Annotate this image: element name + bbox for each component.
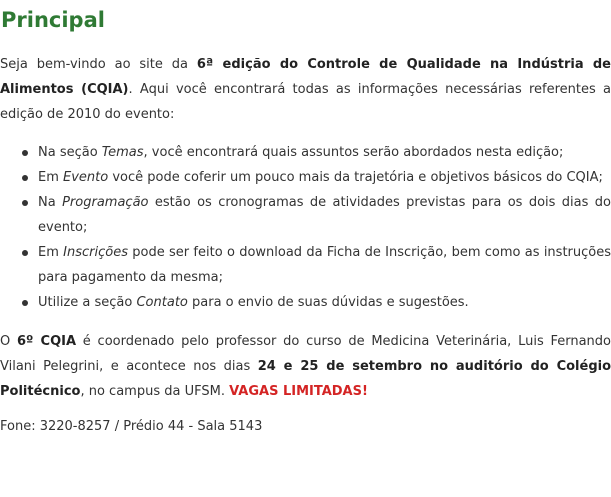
section-name-temas: Temas [101, 145, 144, 160]
list-item: Em Evento você pode coferir um pouco mais da trajetória e objetivos básicos do CQIA; [38, 165, 611, 190]
list-item: Na Programação estão os cronogramas de atividades previstas para os dois dias do evento; [38, 190, 611, 240]
list-item: Em Inscrições pode ser feito o download da Ficha de Inscrição, bem como as instruções para pagamento da mesma; [38, 240, 611, 290]
event-date-location: 24 e 25 de setembro no auditório do Colégio Politécnico [0, 359, 611, 399]
event-name: 6ª edição do Controle de Qualidade na Indústria de Alimentos (CQIA) [0, 57, 611, 97]
intro-paragraph: Seja bem-vindo ao site da 6ª edição do Controle de Qualidade na Indústria de Alimentos (CQIA). Aqui você encontrará todas as informações necessárias referentes a edição de 2010 do evento: [0, 57, 611, 122]
about-paragraph: O 6º CQIA é coordenado pelo professor do curso de Medicina Veterinária, Luis Fernando Vilani Pelegrini, e acontece nos dias 24 e 25 de setembro no auditório do Colégio Politécnico, no campus da UFSM. VAGAS LIMITADAS! [0, 334, 611, 399]
section-name-programacao: Programação [62, 195, 149, 210]
section-name-inscricoes: Inscrições [63, 245, 128, 260]
event-short-name: 6º CQIA [17, 334, 77, 349]
section-name-contato: Contato [136, 295, 188, 310]
contact-phone: Fone: 3220-8257 / Prédio 44 - Sala 5143 [0, 419, 263, 434]
section-name-evento: Evento [63, 170, 109, 185]
limited-seats-alert: VAGAS LIMITADAS! [229, 384, 368, 399]
page-title: Principal [1, 8, 105, 32]
list-item: Na seção Temas, você encontrará quais assuntos serão abordados nesta edição; [38, 140, 611, 165]
sections-list [0, 140, 611, 315]
list-item: Utilize a seção Contato para o envio de suas dúvidas e sugestões. [38, 290, 611, 315]
